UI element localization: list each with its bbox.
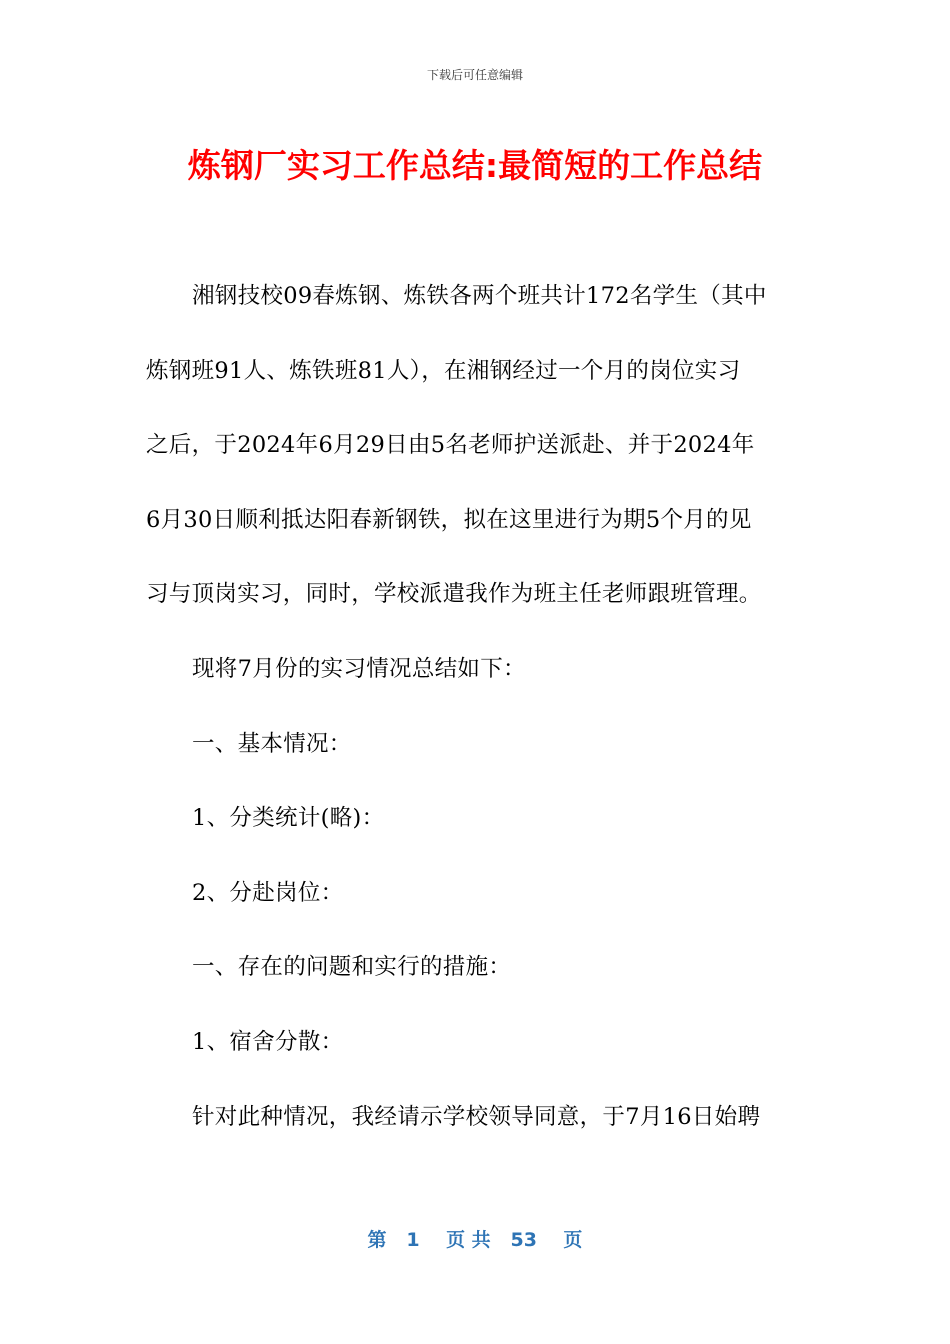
paragraph-line: 习与顶岗实习，同时，学校派遣我作为班主任老师跟班管理。 — [146, 581, 762, 608]
paragraph-line: 针对此种情况，我经请示学校领导同意，于7月16日始聘 — [192, 1103, 761, 1130]
subsection-heading: 1、宿舍分散： — [192, 1028, 344, 1055]
paragraph-line: 之后，于2024年6月29日由5名老师护送派赴、并于2024年 — [146, 432, 755, 459]
document-title: 炼钢厂实习工作总结:最简短的工作总结 — [187, 146, 763, 185]
paragraph-line: 炼钢班91人、炼铁班81人），在湘钢经过一个月的岗位实习 — [146, 357, 741, 384]
section-heading: 一、基本情况： — [192, 730, 352, 757]
subsection-heading: 2、分赴岗位： — [192, 879, 344, 906]
document-body — [146, 270, 806, 1165]
section-heading: 一、存在的问题和实行的措施： — [192, 954, 512, 981]
subsection-heading: 1、分类统计(略)： — [192, 805, 385, 832]
paragraph-line: 湘钢技校09春炼钢、炼铁各两个班共计172名学生（其中 — [192, 283, 767, 309]
paragraph-line: 6月30日顺利抵达阳春新钢铁，拟在这里进行为期5个月的见 — [146, 506, 752, 533]
paragraph-line: 现将7月份的实习情况总结如下： — [192, 655, 526, 682]
page-footer: 第 1 页 共 53 页 — [367, 1229, 583, 1251]
header-note: 下载后可任意编辑 — [426, 68, 523, 82]
